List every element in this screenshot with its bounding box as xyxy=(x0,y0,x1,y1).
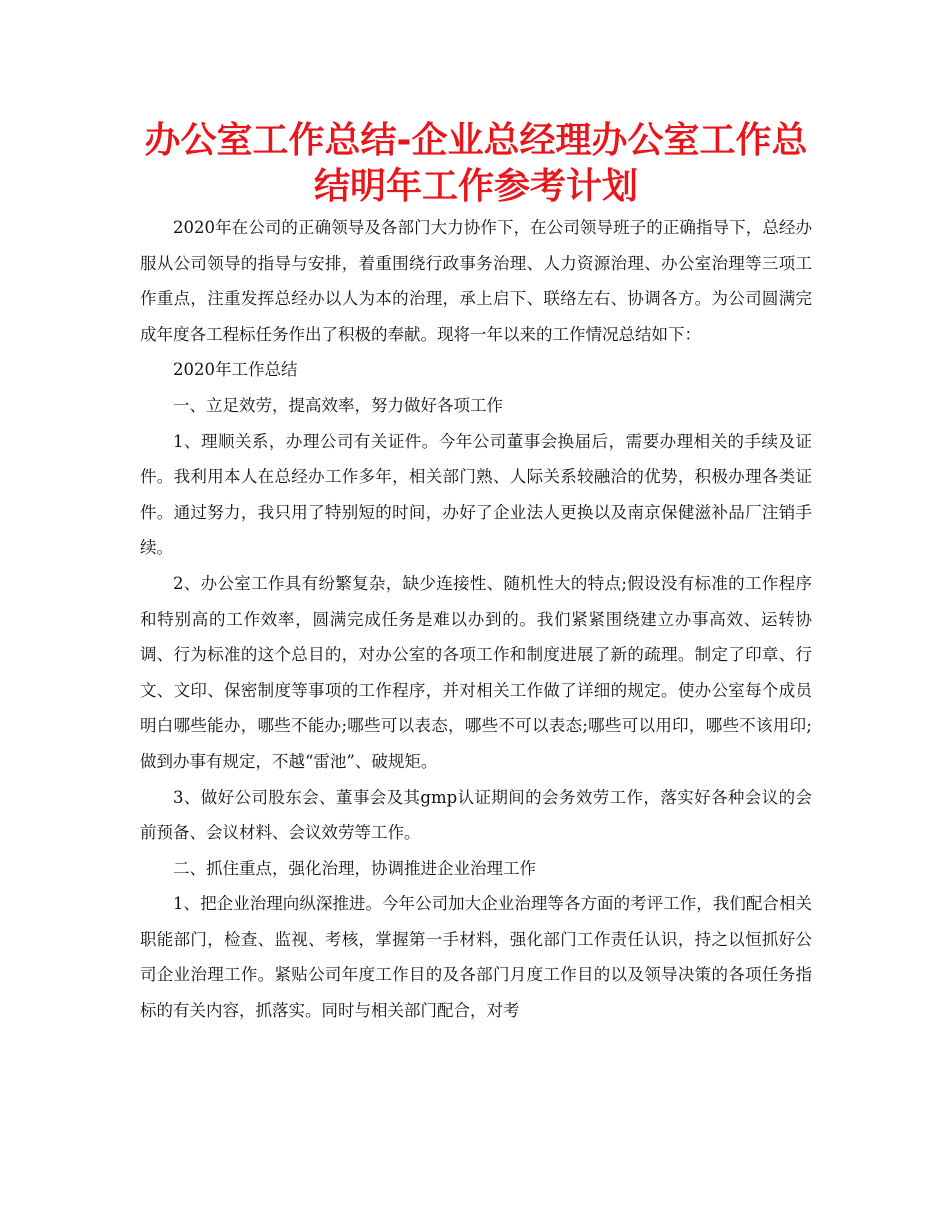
paragraph-item-1: 1、理顺关系，办理公司有关证件。今年公司董事会换届后，需要办理相关的手续及证件。我利用本人在总经办工作多年，相关部门熟、人际关系较融洽的优势，积极办理各类证件。通过努力，我只用了特别短的时间，办好了企业法人更换以及南京保健滋补品厂注销手续。 xyxy=(140,431,812,558)
document-page xyxy=(140,118,812,1029)
paragraph-section-heading: 2020年工作总结 xyxy=(173,360,298,380)
paragraph-item-2-1: 1、把企业治理向纵深推进。今年公司加大企业治理等各方面的考评工作，我们配合相关职能部门，检查、监视、考核，掌握第一手材料，强化部门工作责任认识，持之以恒抓好公司企业治理工作。紧贴公司年度工作目的及各部门月度工作目的以及领导决策的各项任务指标的有关内容，抓落实。同时与相关部门配合，对考 xyxy=(140,894,812,1021)
paragraph-item-2: 2、办公室工作具有纷繁复杂，缺少连接性、随机性大的特点;假设没有标准的工作程序和特别高的工作效率，圆满完成任务是难以办到的。我们紧紧围绕建立办事高效、运转协调、行为标准的这个总目的，对办公室的各项工作和制度进展了新的疏理。制定了印章、行文、文印、保密制度等事项的工作程序，并对相关工作做了详细的规定。使办公室每个成员明白哪些能办，哪些不能办;哪些可以表态，哪些不可以表态;哪些可以用印，哪些不该用印;做到办事有规定，不越“雷池”、破规矩。 xyxy=(140,573,812,771)
paragraph-item-3: 3、做好公司股东会、董事会及其gmp认证期间的会务效劳工作，落实好各种会议的会前预备、会议材料、会议效劳等工作。 xyxy=(140,787,812,843)
paragraph-heading-two: 二、抓住重点，强化治理，协调推进企业治理工作 xyxy=(173,858,536,878)
paragraph-heading-one: 一、立足效劳，提高效率，努力做好各项工作 xyxy=(173,395,503,415)
document-title: 办公室工作总结-企业总经理办公室工作总结明年工作参考计划 xyxy=(144,120,808,207)
document-body xyxy=(140,210,812,1029)
paragraph-intro: 2020年在公司的正确领导及各部门大力协作下，在公司领导班子的正确指导下，总经办服从公司领导的指导与安排，着重围绕行政事务治理、人力资源治理、办公室治理等三项工作重点，注重发挥总经办以人为本的治理，承上启下、联络左右、协调各方。为公司圆满完成年度各工程标任务作出了积极的奉献。现将一年以来的工作情况总结如下： xyxy=(140,218,812,344)
